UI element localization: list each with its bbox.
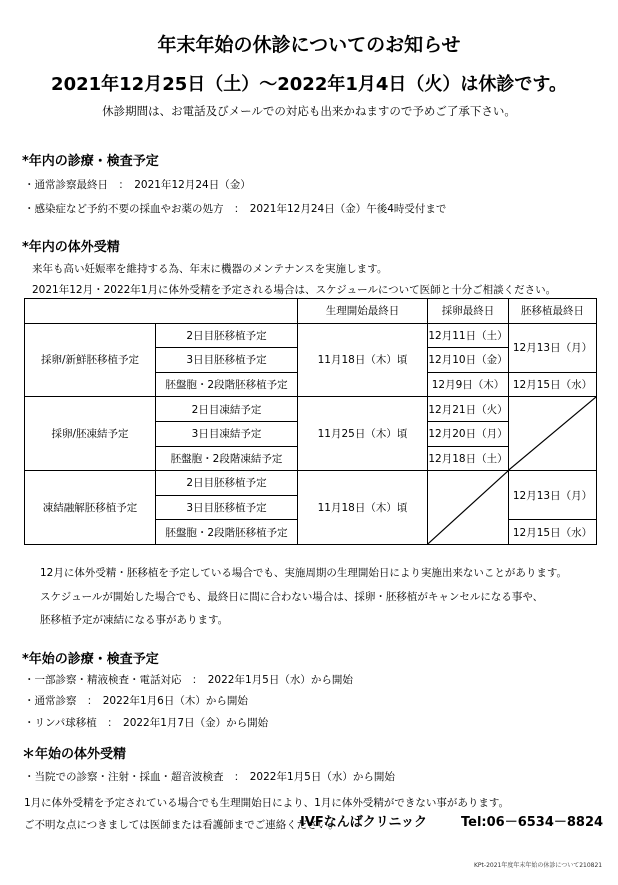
table-note: スケジュールが開始した場合でも、最終日に間に合わない場合は、採卵・胚移植がキャンセルになる事や、 bbox=[40, 591, 544, 603]
table-note: 12月に体外受精・胚移植を予定している場合でも、実施周期の生理開始日により実施出来ないことがあります。 bbox=[40, 567, 568, 579]
closure-period: 2021年12月25日（土）～2022年1月4日（火）は休診です。 bbox=[51, 74, 567, 95]
paragraph: 来年も高い妊娠率を維持する為、年末に機器のメンテナンスを実施します。 bbox=[32, 263, 388, 275]
retrieval-date: 12月9日（木） bbox=[428, 372, 509, 397]
clinic-name: IVFなんばクリニック bbox=[300, 815, 427, 830]
list-item: ・通常診察最終日 ： 2021年12月24日（金） bbox=[24, 179, 251, 191]
transfer-date: 12月13日（月） bbox=[509, 471, 597, 520]
row-label: 3日目胚移植予定 bbox=[156, 348, 298, 373]
column-header: 胚移植最終日 bbox=[509, 299, 597, 324]
section-heading-year-end-clinic: *年内の診療・検査予定 bbox=[22, 154, 159, 169]
group-label: 凍結融解胚移植予定 bbox=[25, 471, 156, 545]
retrieval-date: 12月11日（土） bbox=[428, 323, 509, 348]
table-corner-cell bbox=[25, 299, 298, 324]
row-label: 胚盤胞・2段階凍結予定 bbox=[156, 446, 298, 471]
group-label: 採卵/胚凍結予定 bbox=[25, 397, 156, 471]
column-header: 採卵最終日 bbox=[428, 299, 509, 324]
diagonal-strike bbox=[428, 471, 508, 544]
group-label: 採卵/新鮮胚移植予定 bbox=[25, 323, 156, 397]
menstruation-date: 11月25日（木）頃 bbox=[298, 397, 428, 471]
list-item: ・感染症など予約不要の採血やお薬の処方 ： 2021年12月24日（金）午後4時受付まで bbox=[24, 203, 447, 215]
not-applicable-cell bbox=[509, 397, 597, 471]
table-row bbox=[25, 471, 597, 496]
list-item: ・リンパ球移植 ： 2022年1月7日（金）から開始 bbox=[24, 717, 269, 729]
column-header: 生理開始最終日 bbox=[298, 299, 428, 324]
transfer-date: 12月15日（水） bbox=[509, 372, 597, 397]
list-item: ・通常診察 ： 2022年1月6日（木）から開始 bbox=[24, 695, 248, 707]
transfer-date: 12月13日（月） bbox=[509, 323, 597, 372]
closure-note: 休診期間は、お電話及びメールでの対応も出来かねますので予めご了承下さい。 bbox=[102, 104, 516, 118]
menstruation-date: 11月18日（木）頃 bbox=[298, 323, 428, 397]
paragraph: 1月に体外受精を予定されている場合でも生理開始日により、1月に体外受精ができない事があります。 bbox=[24, 797, 510, 809]
section-heading-new-year-ivf: ＊年始の体外受精 bbox=[22, 747, 127, 762]
table-note: 胚移植予定が凍結になる事があります。 bbox=[40, 614, 229, 626]
retrieval-date: 12月18日（土） bbox=[428, 446, 509, 471]
diagonal-strike bbox=[509, 397, 596, 470]
table-row bbox=[25, 397, 597, 422]
row-label: 胚盤胞・2段階胚移植予定 bbox=[156, 520, 298, 545]
page-title: 年末年始の休診についてのお知らせ bbox=[157, 34, 461, 56]
row-label: 3日目凍結予定 bbox=[156, 421, 298, 446]
row-label: 2日目凍結予定 bbox=[156, 397, 298, 422]
table-header-row bbox=[25, 299, 597, 324]
not-applicable-cell bbox=[428, 471, 509, 545]
document-code: KPt-2021年度年末年始の休診について210821 bbox=[474, 862, 603, 869]
retrieval-date: 12月10日（金） bbox=[428, 348, 509, 373]
menstruation-date: 11月18日（木）頃 bbox=[298, 471, 428, 545]
transfer-date: 12月15日（水） bbox=[509, 520, 597, 545]
retrieval-date: 12月21日（火） bbox=[428, 397, 509, 422]
section-heading-year-end-ivf: *年内の体外受精 bbox=[22, 240, 120, 255]
list-item: ・一部診察・精液検査・電話対応 ： 2022年1月5日（水）から開始 bbox=[24, 674, 353, 686]
row-label: 3日目胚移植予定 bbox=[156, 495, 298, 520]
paragraph: 2021年12月・2022年1月に体外受精を予定される場合は、スケジュールについて医師と十分ご相談ください。 bbox=[32, 284, 557, 296]
paragraph: ご不明な点につきましては医師または看護師までご連絡ください。 bbox=[24, 819, 339, 831]
row-label: 2日目胚移植予定 bbox=[156, 471, 298, 496]
section-heading-new-year-clinic: *年始の診療・検査予定 bbox=[22, 652, 159, 667]
row-label: 2日目胚移植予定 bbox=[156, 323, 298, 348]
clinic-phone: Tel:06－6534－8824 bbox=[461, 815, 604, 830]
schedule-table bbox=[24, 298, 597, 545]
row-label: 胚盤胞・2段階胚移植予定 bbox=[156, 372, 298, 397]
retrieval-date: 12月20日（月） bbox=[428, 421, 509, 446]
table-row bbox=[25, 323, 597, 348]
list-item: ・当院での診察・注射・採血・超音波検査 ： 2022年1月5日（水）から開始 bbox=[24, 771, 395, 783]
